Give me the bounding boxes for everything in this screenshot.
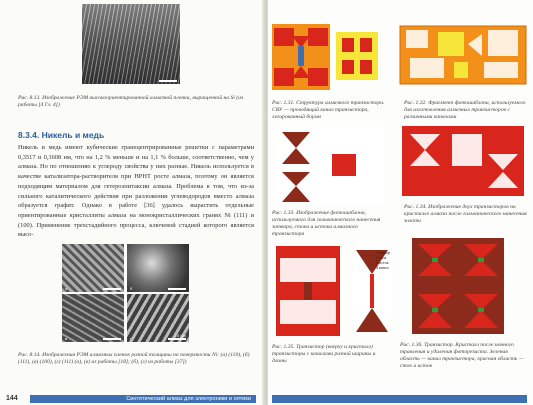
legend-item: 4 канал [376, 265, 389, 270]
scale-text: 10 µm [174, 333, 186, 338]
section-paragraph: Никель и медь имеют кубические гранецентрированные решетки с параметрами 0,3517 и 0,3608 нм, что на 1,2 % меньше и на 1,1 % больше, соответственно, чем у алмаза. Но по отношению к углероду свойства у них разные. Никель используется в качестве катализатора-растворителя при НРНТ росте алмаза, поэтому он является подходящим материалом для гетероэпитаксии алмаза. Проблема в том, что из-за сильного каталитического действия при разложении углеводородов вместо алмаза образуется графит. Однако в работе [36] удалось вырастить отдельные ориентированные кристаллиты алмаза на монокристаллических гранях Ni (111) и (100). Применение трехстадийного процесса, ключевой стадией которого является высо- [18, 144, 254, 239]
sem-photo-d [127, 294, 189, 342]
fig-131-detail [334, 30, 380, 82]
page-number: 144 [6, 395, 18, 402]
photo-label-c: в [65, 336, 68, 341]
fig-135-caption: Рис. 1.35. Транзистор (вверху и кристалл) транзисторы с каналами разной ширины и длины [272, 344, 376, 364]
sem-photo-film [82, 4, 180, 84]
fig-134-caption: Рис. 1.34. Изображение двух транзисторов на кристалле алмаза после гальванического нанесения золота [404, 204, 527, 224]
right-page [268, 0, 533, 405]
fig-135-legend [376, 250, 390, 270]
section-title: 8.3.4. Никель и медь [18, 130, 105, 140]
sem-photo-a [62, 244, 124, 292]
photo-label-d: г [130, 336, 132, 341]
sem-photo-c [62, 294, 124, 342]
legend-item: 1 затвор [376, 250, 390, 255]
right-footer [268, 394, 533, 405]
legend-item: 2 сток [376, 255, 387, 260]
fig-131-caption: Рис. 1.31. Структура алмазного транзистора. СВУ — проводящий канал транзистора, легированный бором [272, 100, 385, 120]
fig-133-caption: Рис. 1.33. Изображение фотошаблона, используемого для гальванического нанесения затвора, стока и истока алмазного транзистора [272, 210, 381, 237]
fig-135-transistor [274, 244, 342, 338]
fig-136-crystal [410, 236, 506, 336]
photo-label-a: а [65, 286, 68, 291]
footer-bar: Синтетический алмаз для электроники и оптики [30, 395, 256, 403]
fig-131-diagram [270, 22, 332, 92]
fig-134-transistors [400, 124, 526, 198]
fig-136-caption: Рис. 1.36. Транзистор. Кристалл после ионного травления и удаления фоторезиста. Зеленая область — канал транзистора, красная область — сток и исток [400, 342, 524, 369]
fig-133-photomask [274, 124, 386, 206]
fig-813-caption: Рис. 8.13. Изображение РЭМ высокоориентированной алмазной пленки, выращенной на Si (из работы [4 Гл. 4]) [18, 95, 244, 108]
right-footer-bar [272, 395, 527, 403]
fig-132-photomask [398, 24, 528, 86]
fig-132-caption: Рис. 1.32. Фрагмент фотошаблона, используемого для изготовления алмазных транзисторов с различными каналами [404, 100, 526, 120]
fig-814-caption: Рис. 8.14. Изображения РЭМ алмазных пленок разной толщины на поверхности Ni: (а) (110), (б) (111), (в) (100), (г) (111) (а), (в) из работы [18]; (б), (г) из работы [37]) [18, 352, 250, 365]
legend-item: 3 исток [376, 260, 389, 265]
left-page [0, 0, 264, 405]
sem-photo-b [127, 244, 189, 292]
photo-label-b: б [130, 286, 133, 291]
left-footer [0, 394, 264, 405]
